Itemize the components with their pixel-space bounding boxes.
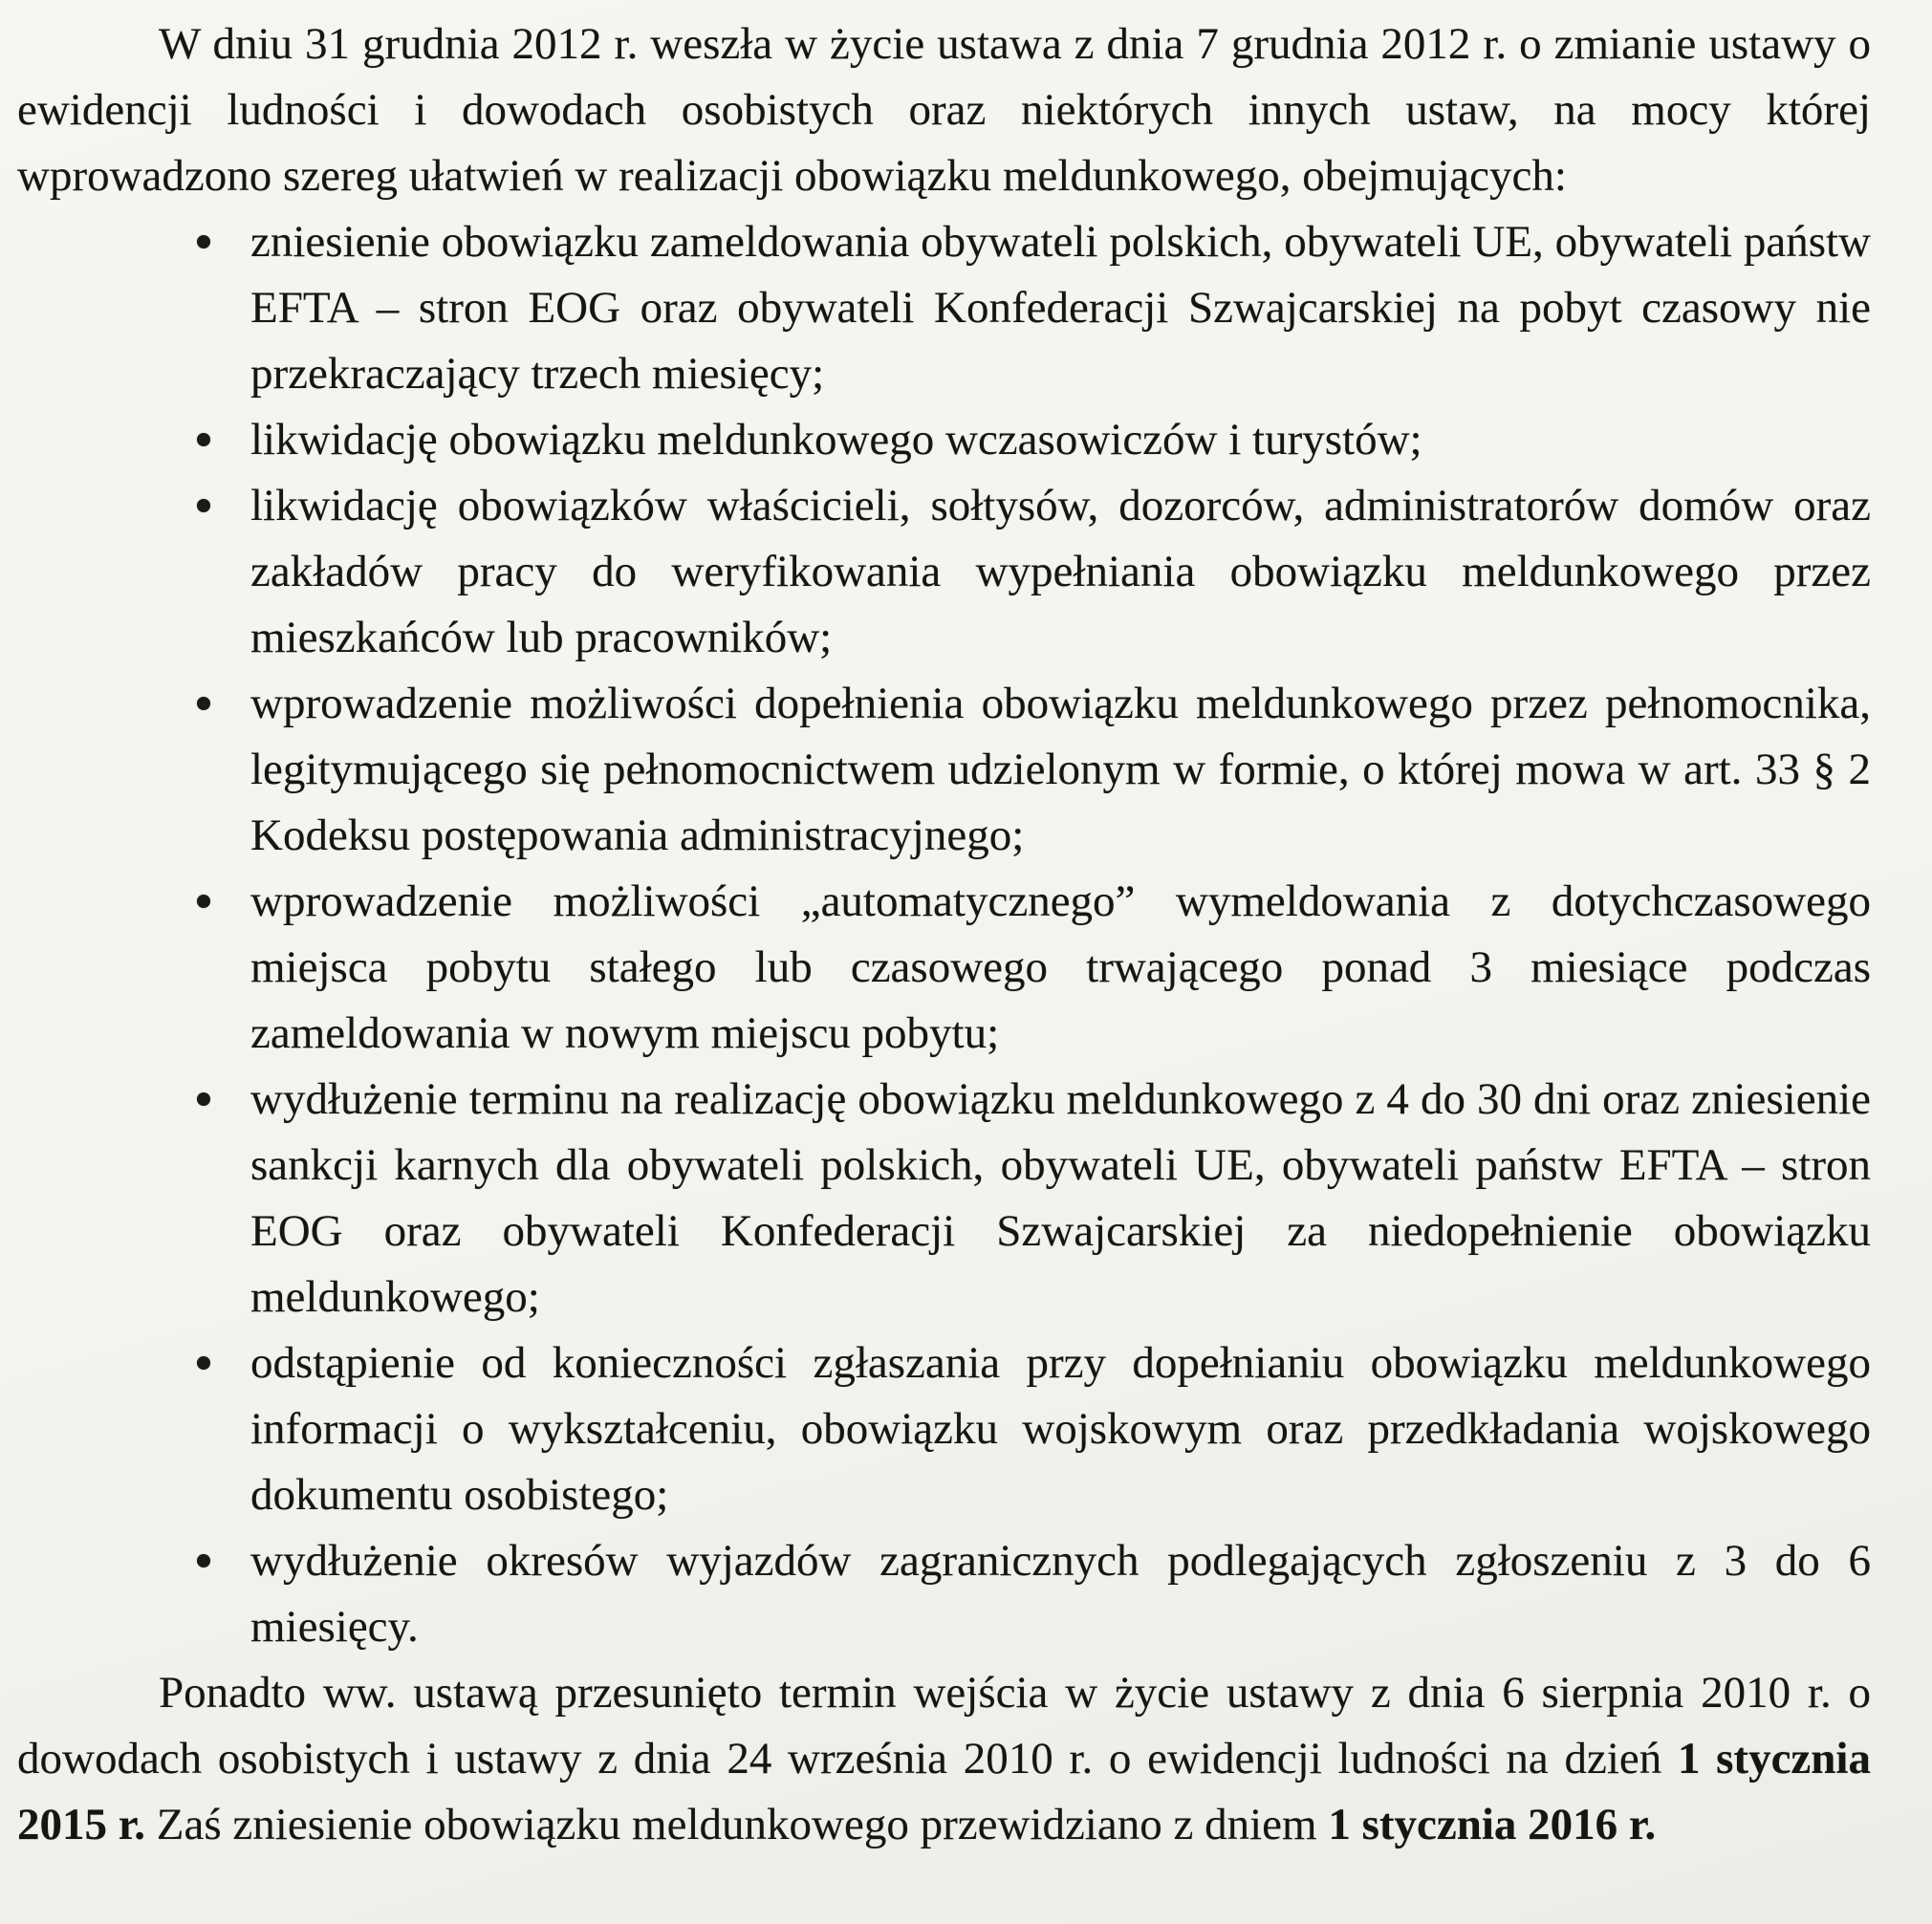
list-item xyxy=(17,209,1871,407)
closing-text-between: Zaś zniesienie obowiązku meldunkowego przewidziano z dniem xyxy=(145,1800,1329,1849)
closing-date-2015: 1 stycznia 2015 r. xyxy=(17,1734,1871,1849)
bullet-icon xyxy=(197,499,210,512)
bullet-icon xyxy=(197,895,210,908)
bullet-icon xyxy=(197,1092,210,1106)
list-item-text: wydłużenie terminu na realizację obowiązku meldunkowego z 4 do 30 dni oraz zniesienie sankcji karnych dla obywateli polskich, obywateli UE, obywateli państw EFTA – stron EOG oraz obywateli Konfederacji Szwajcarskiej za niedopełnienie obowiązku meldunkowego; xyxy=(250,1074,1871,1322)
bullet-icon xyxy=(197,1356,210,1370)
list-item-text: likwidację obowiązków właścicieli, sołtysów, dozorców, administratorów domów oraz zakładów pracy do weryfikowania wypełniania obowiązku meldunkowego przez mieszkańców lub pracowników; xyxy=(250,481,1871,662)
bullet-icon xyxy=(197,433,210,446)
list-item-text: wprowadzenie możliwości „automatycznego” wymeldowania z dotychczasowego miejsca pobytu stałego lub czasowego trwającego ponad 3 miesiące podczas zameldowania w nowym miejscu pobytu; xyxy=(250,876,1871,1058)
closing-date-2016: 1 stycznia 2016 r. xyxy=(1328,1800,1657,1849)
list-item xyxy=(17,407,1871,473)
list-item xyxy=(17,473,1871,671)
closing-paragraph xyxy=(17,1660,1871,1858)
list-item-text: wprowadzenie możliwości dopełnienia obowiązku meldunkowego przez pełnomocnika, legitymującego się pełnomocnictwem udzielonym w formie, o której mowa w art. 33 § 2 Kodeksu postępowania administracyjnego; xyxy=(250,679,1871,860)
bullet-icon xyxy=(197,235,210,249)
list-item-text: wydłużenie okresów wyjazdów zagranicznych podlegających zgłoszeniu z 3 do 6 miesięcy. xyxy=(250,1536,1871,1652)
intro-paragraph: W dniu 31 grudnia 2012 r. weszła w życie ustawa z dnia 7 grudnia 2012 r. o zmianie ustawy o ewidencji ludności i dowodach osobistych oraz niektórych innych ustaw, na mocy której wprowadzono szereg ułatwień w realizacji obowiązku meldunkowego, obejmujących: xyxy=(17,19,1871,201)
list-item xyxy=(17,869,1871,1067)
bullet-icon xyxy=(197,1554,210,1567)
list-item-text: likwidację obowiązku meldunkowego wczasowiczów i turystów; xyxy=(250,415,1422,465)
list-item xyxy=(17,671,1871,869)
list-item-text: zniesienie obowiązku zameldowania obywateli polskich, obywateli UE, obywateli państw EFTA – stron EOG oraz obywateli Konfederacji Szwajcarskiej na pobyt czasowy nie przekraczający trzech miesięcy; xyxy=(250,217,1871,399)
facilitations-list xyxy=(17,209,1871,1660)
list-item xyxy=(17,1330,1871,1528)
bullet-icon xyxy=(197,697,210,710)
closing-text-before-date: Ponadto ww. ustawą przesunięto termin wejścia w życie ustawy z dnia 6 sierpnia 2010 r. o dowodach osobistych i ustawy z dnia 24 września 2010 r. o ewidencji ludności na dzień xyxy=(17,1668,1871,1783)
list-item-text: odstąpienie od konieczności zgłaszania przy dopełnianiu obowiązku meldunkowego informacji o wykształceniu, obowiązku wojskowym oraz przedkładania wojskowego dokumentu osobistego; xyxy=(250,1338,1871,1520)
list-item xyxy=(17,1528,1871,1660)
list-item xyxy=(17,1067,1871,1330)
